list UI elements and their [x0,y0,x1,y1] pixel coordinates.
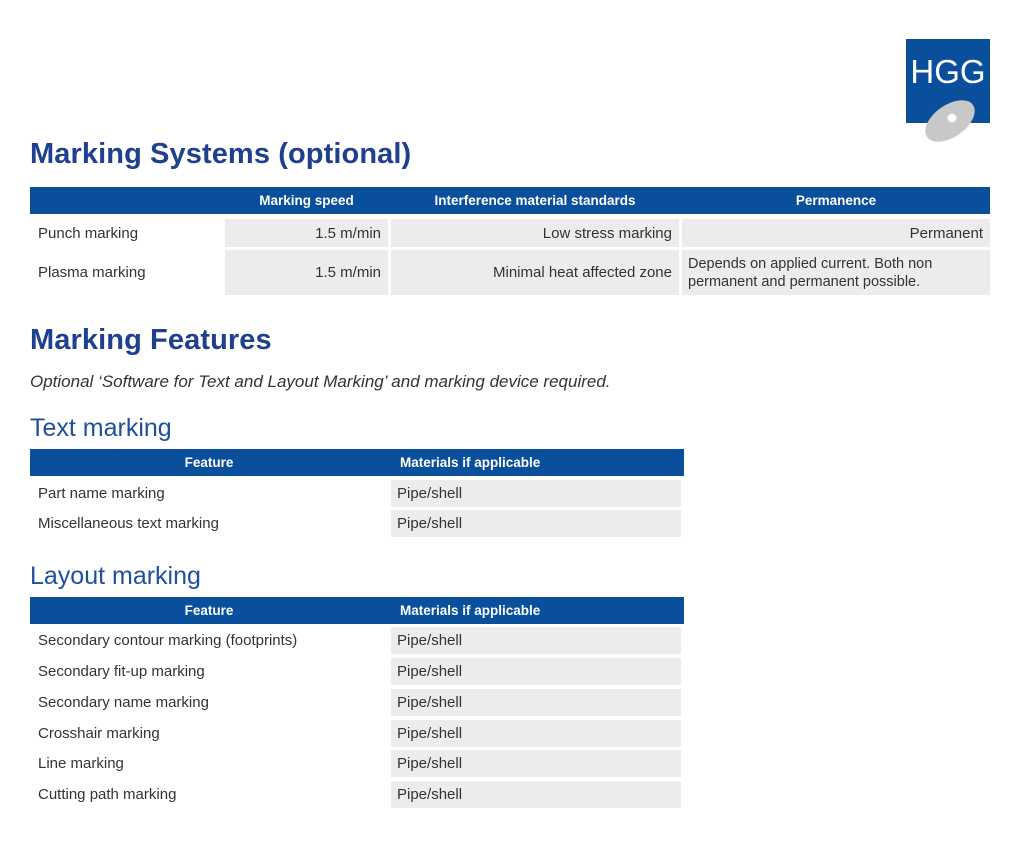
layout-row-1-material: Pipe/shell [391,627,681,654]
systems-row-2-name: Plasma marking [38,264,146,281]
marking-systems-title: Marking Systems (optional) [30,138,412,170]
systems-header-speed: Marking speed [259,193,354,208]
layout-header-feature: Feature [184,603,234,618]
text-row-2-material: Pipe/shell [391,510,681,537]
layout-row-4-feature: Crosshair marking [38,725,160,742]
text-row-2-feature: Miscellaneous text marking [38,515,219,532]
layout-row-3-material: Pipe/shell [391,689,681,716]
systems-header-permanence: Permanence [795,193,877,208]
text-row-1-material: Pipe/shell [391,480,681,507]
text-marking-title: Text marking [30,414,172,442]
systems-row-1-speed: 1.5 m/min [225,219,388,247]
systems-row-2-standard: Minimal heat affected zone [391,250,679,295]
layout-marking-title: Layout marking [30,562,201,590]
layout-row-2-feature: Secondary fit-up marking [38,663,205,680]
layout-row-5-material: Pipe/shell [391,750,681,777]
marking-features-note: Optional ‘Software for Text and Layout Marking’ and marking device required. [30,372,611,391]
marking-features-title: Marking Features [30,324,272,356]
systems-row-1-standard: Low stress marking [391,219,679,247]
systems-row-1-permanence: Permanent [682,219,990,247]
layout-row-5-feature: Line marking [38,755,124,772]
logo-text: HGG [910,53,986,90]
systems-row-1-name: Punch marking [38,224,139,242]
systems-table-header [30,187,990,214]
hgg-logo [906,39,990,143]
layout-row-4-material: Pipe/shell [391,720,681,747]
layout-row-1-feature: Secondary contour marking (footprints) [38,632,298,649]
systems-header-standards: Interference material standards [434,193,636,208]
layout-header-materials: Materials if applicable [400,603,541,618]
layout-row-6-material: Pipe/shell [391,781,681,808]
systems-row-2-permanence: Depends on applied current. Both non permanent and permanent possible. [682,250,990,295]
layout-row-6-feature: Cutting path marking [38,786,177,803]
layout-marking-table-header [30,597,684,624]
text-marking-table-header [30,449,684,476]
systems-row-2-speed: 1.5 m/min [225,250,388,295]
layout-row-2-material: Pipe/shell [391,658,681,685]
text-header-materials: Materials if applicable [400,455,541,470]
text-row-1-feature: Part name marking [38,485,165,502]
layout-row-3-feature: Secondary name marking [38,694,209,711]
text-header-feature: Feature [184,455,234,470]
